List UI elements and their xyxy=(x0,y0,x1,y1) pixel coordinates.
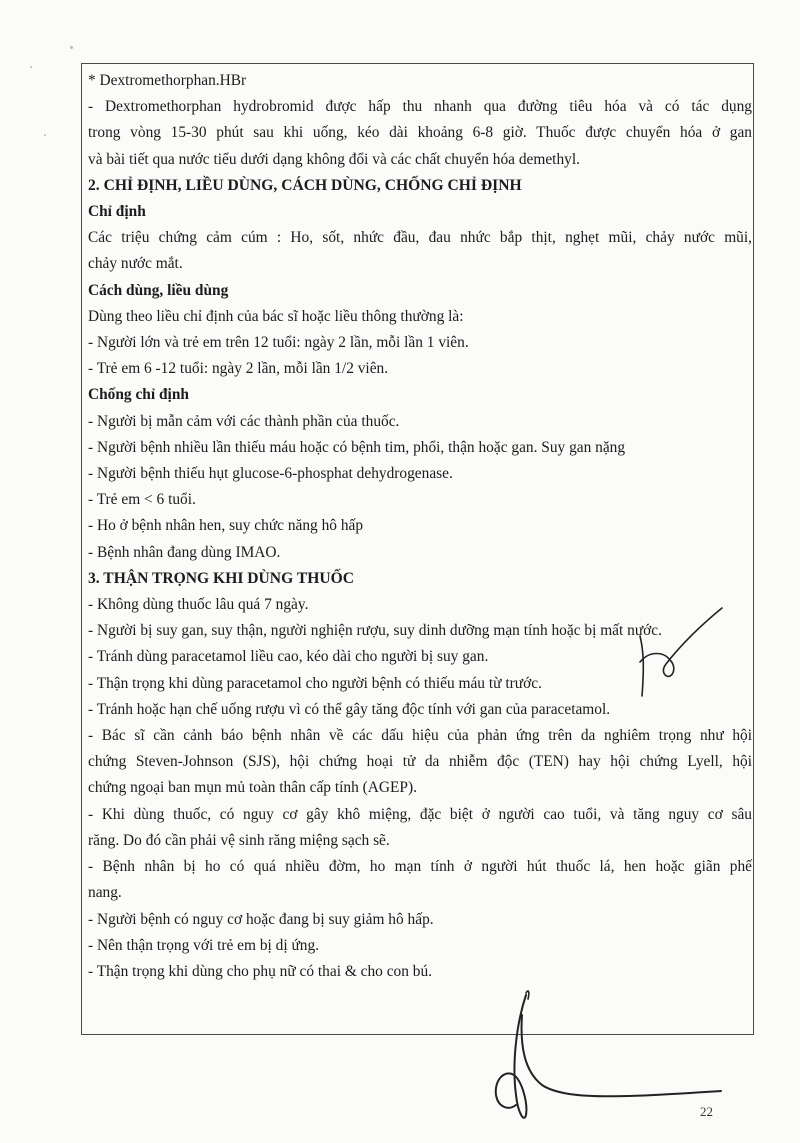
text-line: - Tránh hoặc hạn chế uống rượu vì có thể gây tăng độc tính với gan của paracetamol. xyxy=(88,700,611,718)
scan-speck xyxy=(30,66,32,68)
text-line: nang. xyxy=(88,884,122,902)
text-line: chứng Steven-Johnson (SJS), hội chứng hoại tử da nhiễm độc (TEN) hay hội chứng Lyell, hội xyxy=(88,753,752,771)
text-line: - Trẻ em < 6 tuổi. xyxy=(88,491,196,509)
section-heading: 2. CHỈ ĐỊNH, LIỀU DÙNG, CÁCH DÙNG, CHỐNG CHỈ ĐỊNH xyxy=(88,176,522,194)
scan-speck xyxy=(44,134,46,136)
text-line: - Người lớn và trẻ em trên 12 tuổi: ngày 2 lần, mỗi lần 1 viên. xyxy=(88,334,469,352)
text-line: Dùng theo liều chỉ định của bác sĩ hoặc liều thông thường là: xyxy=(88,307,464,325)
text-line: - Người bệnh nhiều lần thiếu máu hoặc có bệnh tim, phổi, thận hoặc gan. Suy gan nặng xyxy=(88,438,626,456)
text-line: - Bệnh nhân đang dùng IMAO. xyxy=(88,543,281,561)
text-line: - Khi dùng thuốc, có nguy cơ gây khô miệng, đặc biệt ở người cao tuổi, và tăng nguy cơ sâu xyxy=(88,805,752,823)
text-line: - Bệnh nhân bị ho có quá nhiều đờm, ho mạn tính ở người hút thuốc lá, hen hoặc giãn phế xyxy=(88,858,752,876)
scan-speck xyxy=(70,46,73,49)
text-line: trong vòng 15-30 phút sau khi uống, kéo dài khoảng 6-8 giờ. Thuốc được chuyển hóa ở gan xyxy=(88,124,752,142)
text-line: - Nên thận trọng với trẻ em bị dị ứng. xyxy=(88,936,320,954)
text-line: - Thận trọng khi dùng paracetamol cho người bệnh có thiếu máu từ trước. xyxy=(88,674,542,692)
text-line: Các triệu chứng cảm cúm : Ho, sốt, nhức đầu, đau nhức bắp thịt, nghẹt mũi, chảy nước mũi, xyxy=(88,229,752,247)
text-line: răng. Do đó cần phải vệ sinh răng miệng sạch sẽ. xyxy=(88,831,390,849)
document-body xyxy=(88,68,752,985)
text-line: - Không dùng thuốc lâu quá 7 ngày. xyxy=(88,596,309,614)
text-line: - Người bị suy gan, suy thận, người nghiện rượu, suy dinh dưỡng mạn tính hoặc bị mất nước. xyxy=(88,622,662,640)
text-line: * Dextromethorphan.HBr xyxy=(88,72,247,89)
page-number: 22 xyxy=(700,1104,713,1119)
text-line: chảy nước mắt. xyxy=(88,255,183,273)
section-heading: 3. THẬN TRỌNG KHI DÙNG THUỐC xyxy=(88,569,354,587)
text-line: - Trẻ em 6 -12 tuổi: ngày 2 lần, mỗi lần 1/2 viên. xyxy=(88,360,389,378)
text-line: - Tránh dùng paracetamol liều cao, kéo dài cho người bị suy gan. xyxy=(88,648,489,666)
text-line: - Ho ở bệnh nhân hen, suy chức năng hô hấp xyxy=(88,517,364,535)
text-line: và bài tiết qua nước tiểu dưới dạng không đổi và các chất chuyển hóa demethyl. xyxy=(88,150,580,168)
subsection-heading: Chống chỉ định xyxy=(88,386,189,404)
text-line: - Thận trọng khi dùng cho phụ nữ có thai & cho con bú. xyxy=(88,962,433,980)
text-line: - Người bệnh có nguy cơ hoặc đang bị suy giảm hô hấp. xyxy=(88,910,434,928)
text-line: - Người bị mẫn cảm với các thành phần của thuốc. xyxy=(88,412,400,430)
text-line: - Bác sĩ cần cảnh báo bệnh nhân về các dấu hiệu của phản ứng trên da nghiêm trọng như hội xyxy=(88,727,752,745)
handwritten-check-mark xyxy=(630,600,740,710)
text-line: - Người bệnh thiếu hụt glucose-6-phosphat dehydrogenase. xyxy=(88,465,453,483)
subsection-heading: Chỉ định xyxy=(88,203,146,221)
text-line: - Dextromethorphan hydrobromid được hấp thu nhanh qua đường tiêu hóa và có tác dụng xyxy=(88,98,752,116)
text-line: chứng ngoại ban mụn mủ toàn thân cấp tính (AGEP). xyxy=(88,779,417,797)
subsection-heading: Cách dùng, liều dùng xyxy=(88,281,229,299)
